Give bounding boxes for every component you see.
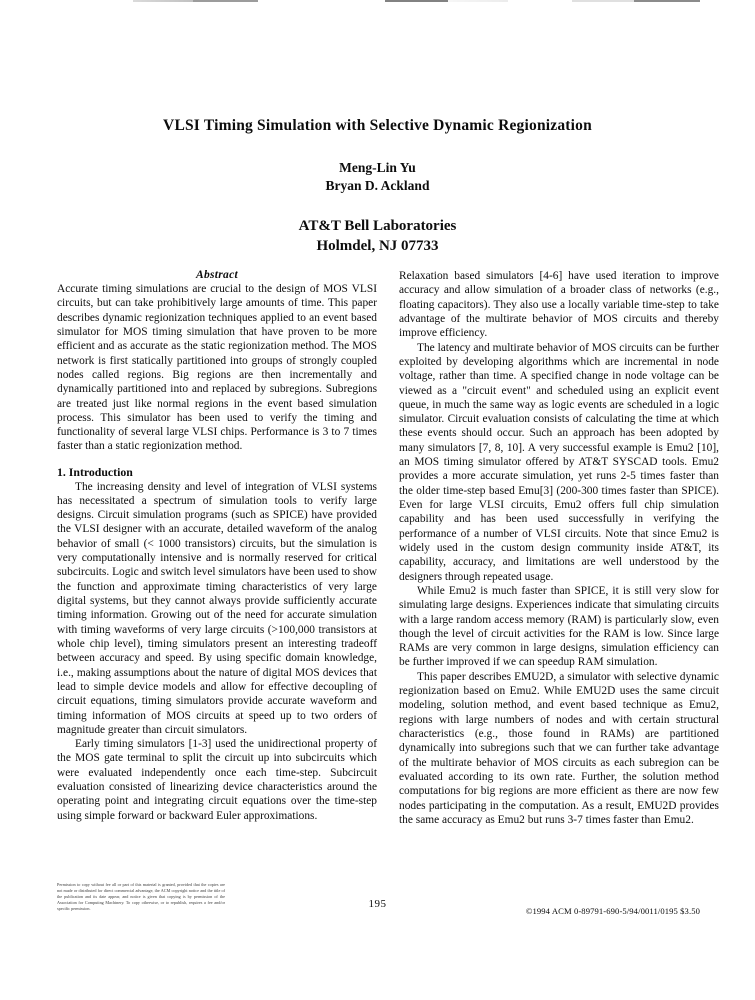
body-paragraph: While Emu2 is much faster than SPICE, it is still very slow for simulating large designs. Experiences indicate that simulating circuits with a large random access memory (RAM) is particularly slow, even though the level of circuit activities for the RAM is low. Since large RAMs are very common in large designs, simulation efficiency can be further improved if we can speedup RAM simulation. xyxy=(399,584,719,669)
affiliation-address: Holmdel, NJ 07733 xyxy=(316,237,439,254)
abstract-heading: Abstract xyxy=(195,269,238,282)
author-name: Bryan D. Ackland xyxy=(325,177,430,193)
author-list xyxy=(0,159,755,195)
author-name: Meng-Lin Yu xyxy=(339,159,416,175)
affiliation xyxy=(0,217,755,256)
right-column xyxy=(399,269,719,827)
acm-permission-notice: Permission to copy without fee all or part of this material is granted, provided that the copies are not made or distributed for direct commercial advantage, the ACM copyright notice and the title of the publication and its date appear, and notice is given that copying is by permission of the Association for Computing Machinery. To copy otherwise, or to republish, requires a fee and/or specific permission. xyxy=(57,882,225,912)
body-paragraph: The latency and multirate behavior of MOS circuits can be further exploited by developing algorithms which are incremental in node voltage, rather than time. A specified change in node voltage can be viewed as a "circuit event" and scheduled using an explicit event queue, in much the same way as logic events are scheduled in a logic simulator. Circuit evaluation consists of calculating the time at which these events should occur. Such an approach has been adopted by many simulators [7, 8, 10]. A very successful example is Emu2 [10], an MOS timing simulator offered by AT&T SYSCAD tools. Emu2 provides a more accurate simulation, yet runs 2-5 times faster than the older time-step based Emu[3] (200-300 times faster than SPICE). Even for large VLSI circuits, Emu2 offers full chip simulation capability and has been used successfully in verifying the performance of a number of VLSI circuits. Note that since Emu2 is widely used in the custom design community inside AT&T, its capability, accuracy, and limitations are well understood by the designers through repeated usage. xyxy=(399,341,719,583)
body-paragraph: Early timing simulators [1-3] used the unidirectional property of the MOS gate terminal to split the circuit up into subcircuits which were evaluated independently once each time-step. Subcircuit evaluation consisted of linearizing device characteristics around the operating point and integrating circuit equations over the time-step using simple forward or backward Euler approximations. xyxy=(57,738,377,822)
copyright-line: ©1994 ACM 0-89791-690-5/94/0011/0195 $3.50 xyxy=(525,906,700,916)
body-paragraph: Relaxation based simulators [4-6] have used iteration to improve accuracy and allow simulation of a broader class of networks (e.g., floating capacitors). They also use a locally variable time-step to take advantage of the multirate behavior of MOS circuits and thereby improve efficiency. xyxy=(399,270,719,340)
left-column xyxy=(57,269,377,823)
page-footer xyxy=(0,870,755,1000)
masthead xyxy=(0,0,755,256)
abstract-text: Accurate timing simulations are crucial to the design of MOS VLSI circuits, but can take prohibitively large amounts of time. This paper describes dynamic regionization techniques applied to an event based simulator for MOS timing simulation that have proven to be more efficient and as accurate as the static regionization method. The MOS network is first statically partitioned into groups of strongly coupled nodes called regions. Big regions are then incrementally and dynamically partitioned into and replaced by subregions. Subregions are treated just like normal regions in the event based simulation process. This simulator has been used to verify the timing and functionality of several large VLSI chips. Performance is 3 to 7 times faster than a static regionization method. xyxy=(57,283,377,453)
body-paragraph: The increasing density and level of integration of VLSI systems has necessitated a spectrum of simulation tools to verify large designs. Circuit simulation programs (such as SPICE) have provided the VLSI designer with an accurate, detailed waveform of the analog behavior of small (< 1000 transistors) circuits, but the simulation is very computationally intensive and is normally reserved for critical subcircuits. Logic and switch level simulators have been used to show the function and approximate timing characteristics of very large digital systems, but they cannot always provide sufficiently accurate timing information. Growing out of the need for accurate simulation with timing waveforms of very large circuits (>100,000 transistors at whole chip level), timing simulators present an interesting tradeoff between accuracy and speed. By using specific domain knowledge, i.e., making assumptions about the nature of digital MOS devices that lead to simple device models and allow for effective decoupling of circuit equations, timing simulators provide accurate waveform and timing information of MOS circuits at speed up to two orders of magnitude greater than circuit simulators. xyxy=(57,480,377,736)
body-paragraph: This paper describes EMU2D, a simulator with selective dynamic regionization based on Emu2. While EMU2D uses the same circuit modeling, solution method, and event based technique as Emu2, regions with large numbers of nodes and with certain structural characteristics (e.g., those found in RAMs) are partitioned dynamically into subregions such that we can further take advantage of the multirate behavior of MOS circuits as each subregion can be evaluated according to its own rate. Further, the solution method computations for big regions are more efficient as there are now few nodes participating in the computation. As a result, EMU2D provides the same accuracy as Emu2 but runs 3-7 times faster than Emu2. xyxy=(399,670,719,826)
two-column-body xyxy=(0,269,755,827)
section-heading-introduction: 1. Introduction xyxy=(57,464,133,479)
page-number: 195 xyxy=(368,898,387,910)
affiliation-organization: AT&T Bell Laboratories xyxy=(298,218,457,235)
page-title: VLSI Timing Simulation with Selective Dynamic Regionization xyxy=(163,117,592,134)
